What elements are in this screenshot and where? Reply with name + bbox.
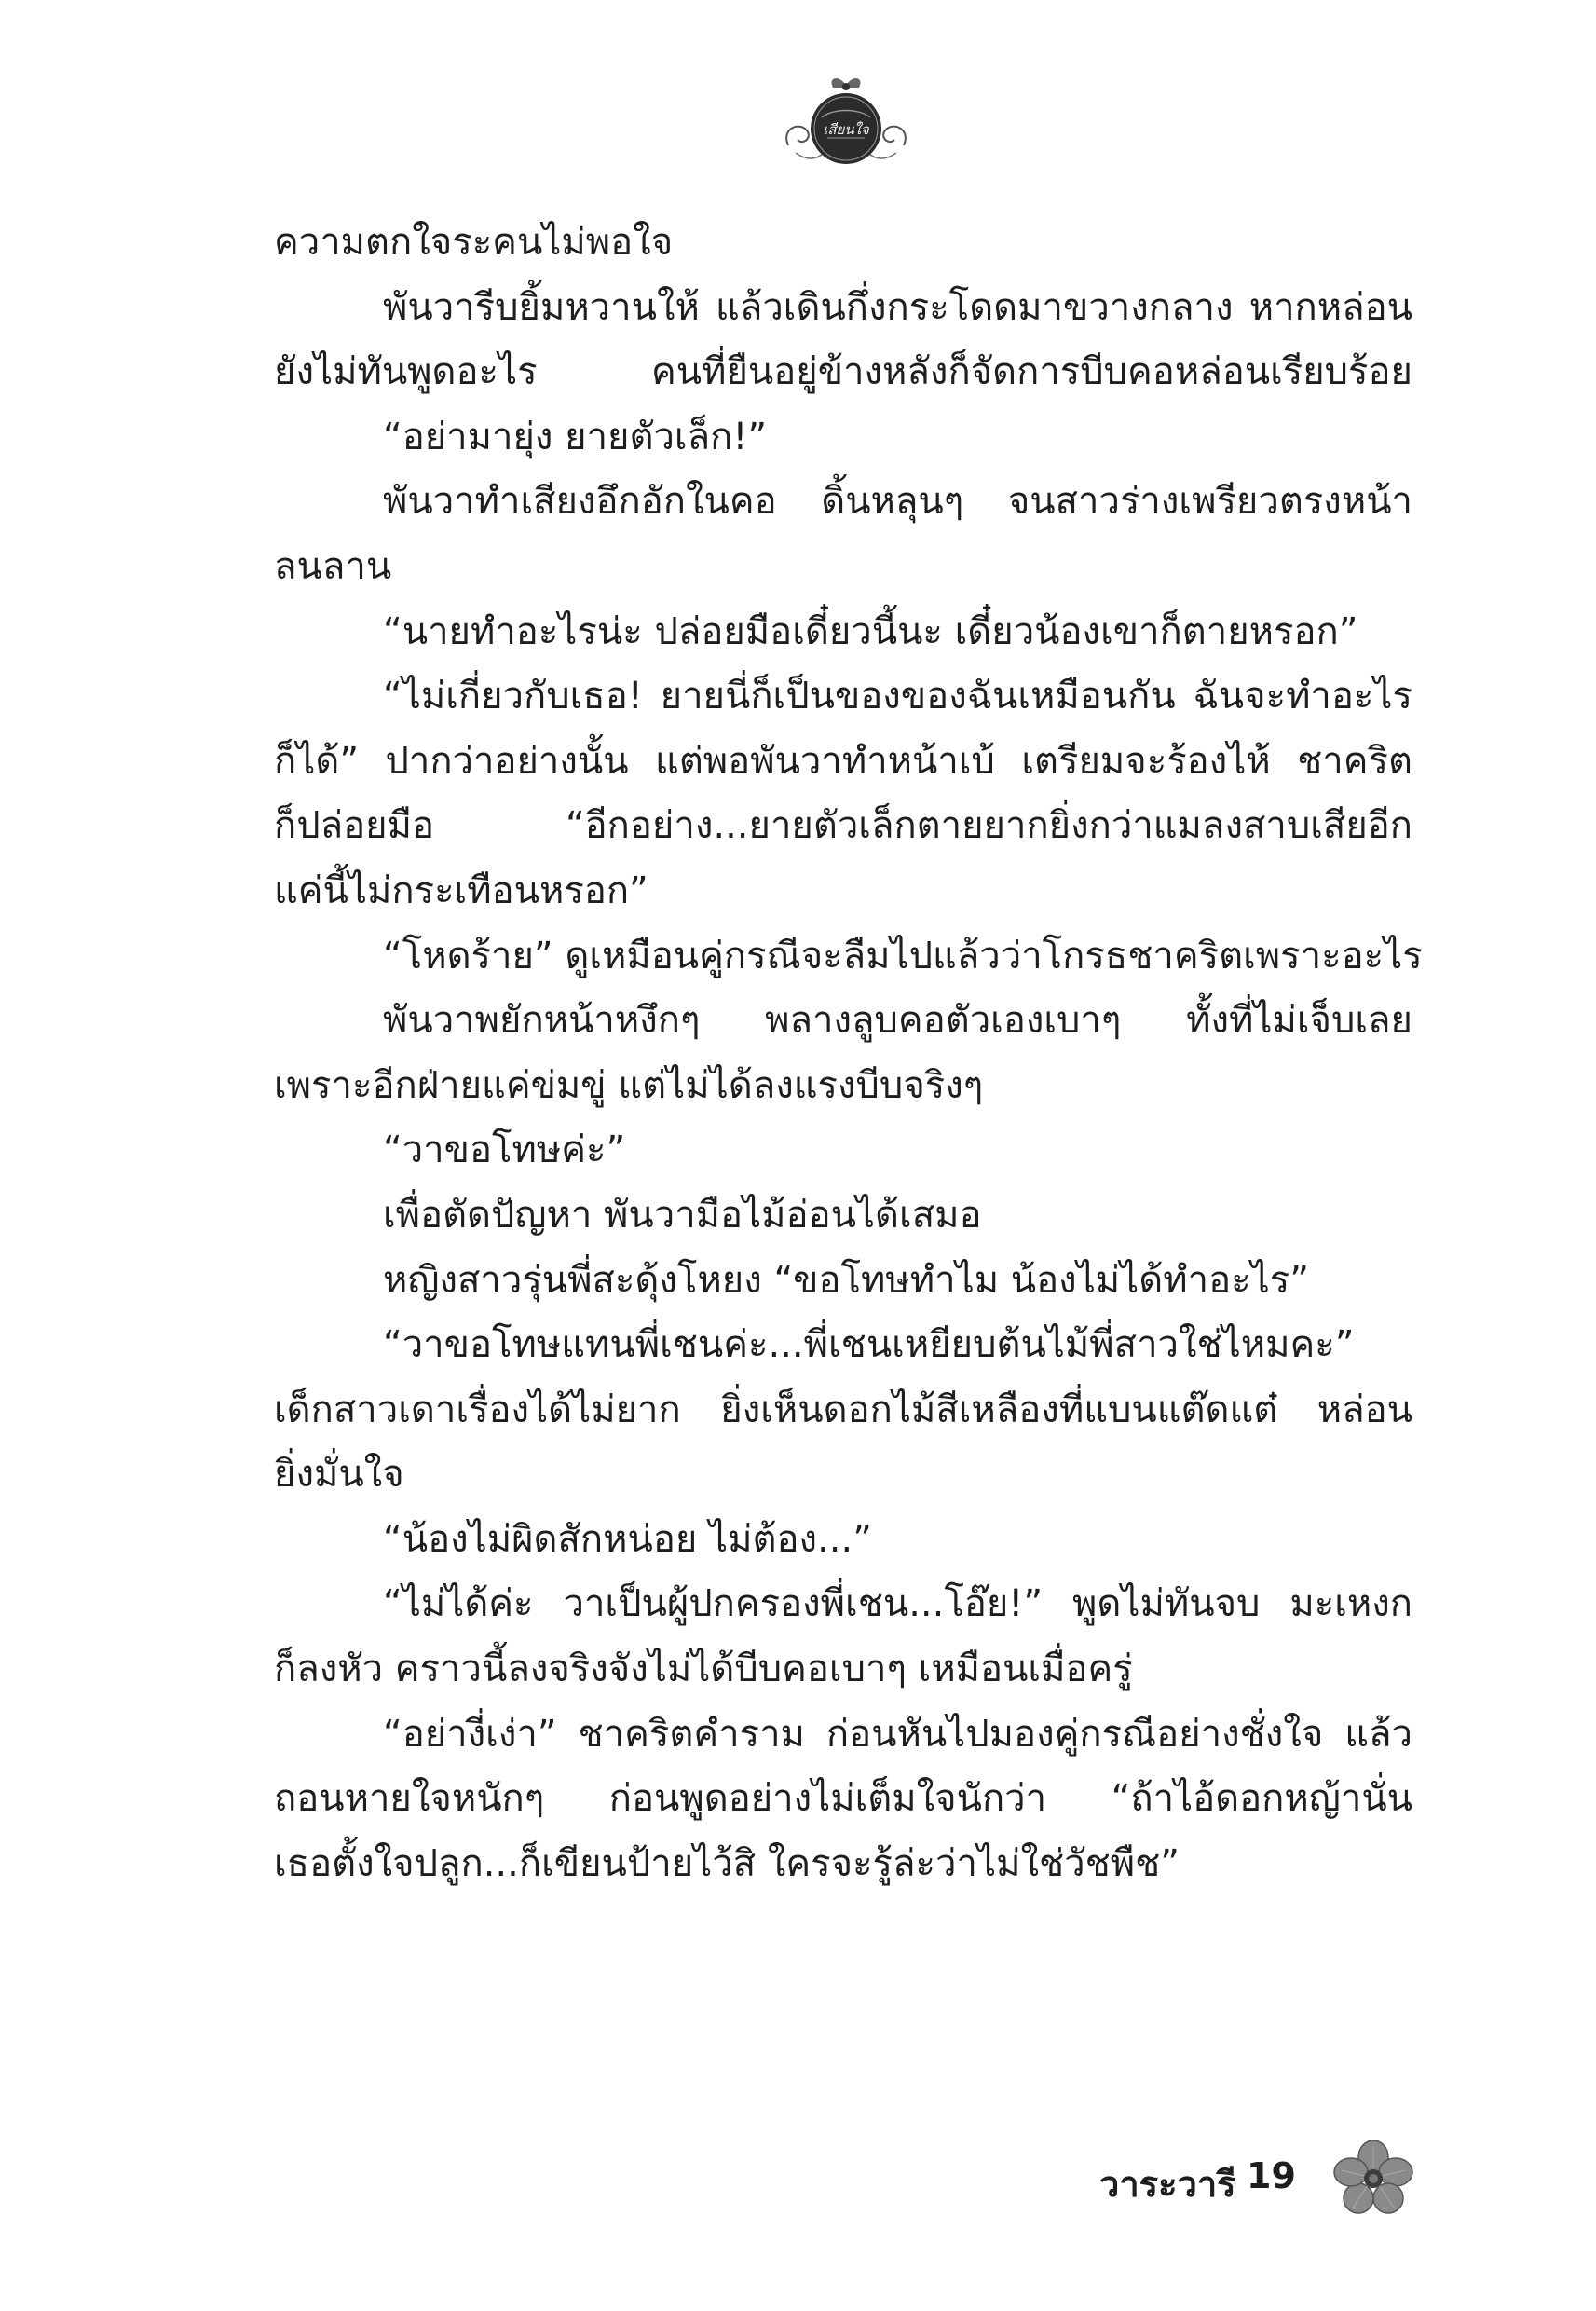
text-line: ยังไม่ทันพูดอะไร คนที่ยืนอยู่ข้างหลังก็จัดการบีบคอหล่อนเรียบร้อย [274, 350, 1412, 394]
text-line: เด็กสาวเดาเรื่องได้ไม่ยาก ยิ่งเห็นดอกไม้สีเหลืองที่แบนแต๊ดแต๋ หล่อน [274, 1388, 1412, 1431]
text-line: “วาขอโทษค่ะ” [383, 1128, 626, 1172]
text-line: ก็ได้” ปากว่าอย่างนั้น แต่พอพันวาทำหน้าเบ้ เตรียมจะร้องไห้ ชาคริต [274, 739, 1412, 783]
logo-text: เสียนใจ [823, 121, 869, 138]
text-line: พันวาทำเสียงอึกอักในคอ ดิ้นหลุนๆ จนสาวร่างเพรียวตรงหน้า [383, 480, 1412, 524]
text-line: ยิ่งมั่นใจ [274, 1453, 404, 1497]
text-line: หญิงสาวรุ่นพี่สะดุ้งโหยง “ขอโทษทำไม น้องไม่ได้ทำอะไร” [383, 1258, 1309, 1302]
text-line: แค่นี้ไม่กระเทือนหรอก” [274, 868, 648, 912]
text-line: “นายทำอะไรน่ะ ปล่อยมือเดี๋ยวนี้นะ เดี๋ยวน้องเขาก็ตายหรอก” [383, 609, 1358, 653]
text-line: ถอนหายใจหนักๆ ก่อนพูดอย่างไม่เต็มใจนักว่า “ถ้าไอ้ดอกหญ้านั่น [274, 1777, 1412, 1821]
text-line: “ไม่ได้ค่ะ วาเป็นผู้ปกครองพี่เชน...โอ๊ย!” พูดไม่ทันจบ มะเหงก [383, 1582, 1412, 1626]
text-line: “น้องไม่ผิดสักหน่อย ไม่ต้อง...” [383, 1517, 872, 1561]
text-line: ก็ปล่อยมือ “อีกอย่าง...ยายตัวเล็กตายยากยิ่งกว่าแมลงสาบเสียอีก [274, 804, 1412, 848]
text-line: ลนลาน [274, 544, 392, 588]
body-text [274, 211, 1423, 1896]
page-footer [1099, 2137, 1425, 2230]
text-line: พันวารีบยิ้มหวานให้ แล้วเดินกึ่งกระโดดมาขวางกลาง หากหล่อน [383, 285, 1412, 329]
text-line: “โหดร้าย” ดูเหมือนคู่กรณีจะลืมไปแล้วว่าโกรธชาคริตเพราะอะไร [383, 934, 1423, 978]
text-line: “ไม่เกี่ยวกับเธอ! ยายนี่ก็เป็นของของฉันเหมือนกัน ฉันจะทำอะไร [383, 675, 1412, 718]
flower-icon [1327, 2137, 1420, 2221]
text-line: “อย่ามายุ่ง ยายตัวเล็ก!” [383, 415, 768, 458]
text-line: “วาขอโทษแทนพี่เชนค่ะ...พี่เชนเหยียบต้นไม้พี่สาวใช่ไหมคะ” [383, 1323, 1355, 1367]
text-line: ความตกใจระคนไม่พอใจ [274, 221, 674, 264]
book-title: วาระวารี [1099, 2164, 1236, 2205]
text-line: “อย่างี่เง่า” ชาคริตคำราม ก่อนหันไปมองคู่กรณีอย่างชั่งใจ แล้ว [383, 1712, 1412, 1756]
text-line: เพราะอีกฝ่ายแค่ข่มขู่ แต่ไม่ได้ลงแรงบีบจริงๆ [274, 1063, 984, 1107]
text-line: ก็ลงหัว คราวนี้ลงจริงจังไม่ได้บีบคอเบาๆ เหมือนเมื่อครู่ [274, 1648, 1133, 1691]
page-number: 19 [1247, 2155, 1296, 2196]
text-line: เพื่อตัดปัญหา พันวามือไม้อ่อนได้เสมอ [383, 1193, 982, 1237]
text-line: เธอตั้งใจปลูก...ก็เขียนป้ายไว้สิ ใครจะรู้ล่ะว่าไม่ใช่วัชพืช” [274, 1841, 1180, 1885]
header-logo [781, 73, 911, 175]
text-line: พันวาพยักหน้าหงึกๆ พลางลูบคอตัวเองเบาๆ ทั้งที่ไม่เจ็บเลย [383, 999, 1412, 1043]
